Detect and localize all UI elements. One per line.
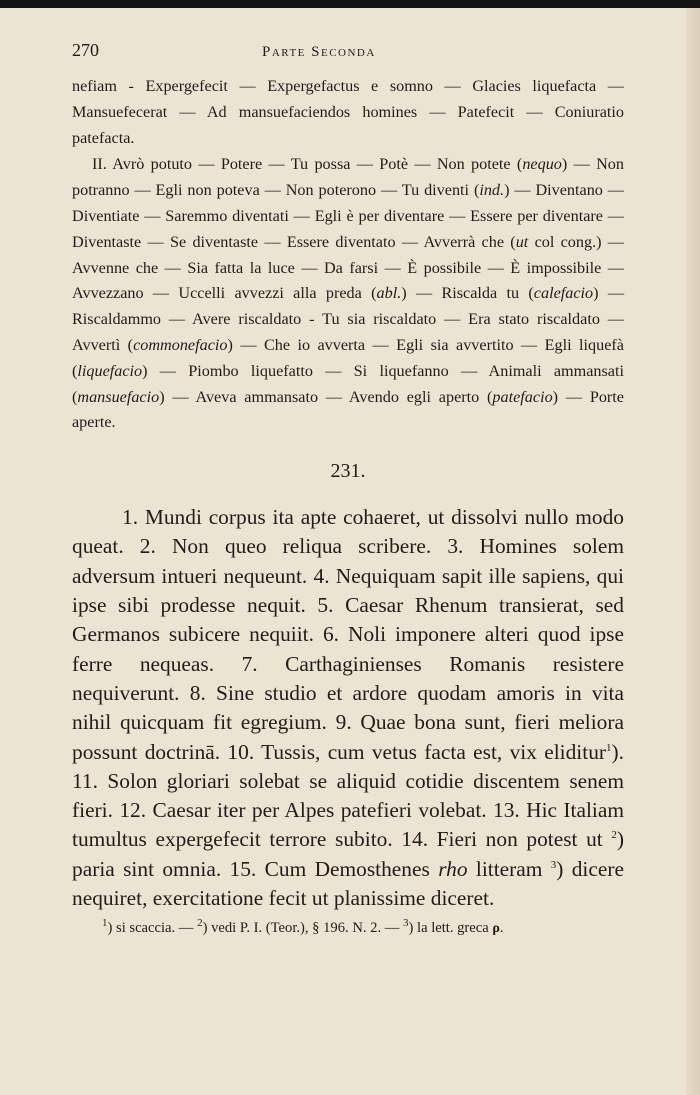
page-header (72, 40, 624, 74)
page-number: 270 (72, 40, 99, 60)
footnote-ref-2: 2 (611, 829, 617, 842)
scan-top-border (0, 0, 700, 8)
footnote-ref-3: 3 (550, 858, 557, 871)
footnotes: $^1$) si scaccia. — $^2$) vedi P. I. (Teor.), § 196. N. 2. — $^3$) la lett. greca ρ. (102, 917, 504, 937)
running-head: Parte Seconda (262, 44, 376, 60)
book-page (72, 40, 624, 940)
exercise-231-text: 1. Mundi corpus ita apte cohaeret, ut dissolvi nullo modo queat. 2. Non queo reliqua scribere. 3. Homines solem adversum intueri nequeunt. 4. Nequiquam sapit ille sapiens, qui ipse sibi prodesse nequit. 5. Caesar Rhenum transierat, sed Germanos subicere nequiit. 6. Noli imponere alteri quod ipse ferre nequeas. 7. Carthaginienses Romanis resistere nequiverunt. 8. Sine studio et ardore quodam amoris in vita nihil quicquam fit egregium. 9. Quae bona sunt, fieri meliora possunt doctrinā. 10. Tussis, cum vetus facta est, vix eliditur$^1$). 11. Solon gloriari solebat se aliquid cotidie discentem senem fieri. 12. Caesar iter per Alpes patefieri volebat. 13. Hic Italiam tumultus expergefecit terrore subito. 14. Fieri non potest ut $^2$) paria sint omnia. 15. Cum Demosthenes rho litteram $^3$) dicere nequiret, exercitatione fecit ut planissime diceret. (72, 505, 624, 911)
footnote-ref-1: 1 (606, 741, 612, 754)
page-edge-shadow (686, 8, 700, 1095)
exercise-part-one: nefiam - Expergefecit — Expergefactus e somno — Glacies liquefacta — Mansuefecerat — Ad mansuefaciendos homines — Patefecit — Coniuratio patefacta. (72, 77, 624, 147)
section-number: 231. (330, 460, 366, 483)
greek-rho-glyph: ρ (492, 921, 500, 937)
previous-exercise (72, 74, 624, 436)
exercise-part-two: II. Avrò potuto — Potere — Tu possa — Potè — Non potete (nequo) — Non potranno — Egli non poteva — Non poterono — Tu diventi (ind.) — Diventano — Diventiate — Saremmo diventati — Egli è per diventare — Essere per diventare — Diventaste — Se diventaste — Essere diventato — Avverrà che (ut col cong.) — Avvenne che — Sia fatta la luce — Da farsi — È possibile — È impossibile — Avvezzano — Uccelli avvezzi alla preda (abl.) — Riscalda tu (calefacio) — Riscaldammo — Avere riscaldato - Tu sia riscaldato — Era stato riscaldato — Avvertì (commonefacio) — Che io avverta — Egli sia avvertito — Egli liquefà (liquefacio) — Piombo liquefatto — Si liquefanno — Animali ammansati (mansuefacio) — Aveva ammansato — Avendo egli aperto (patefacio) — Porte aperte. (72, 155, 625, 432)
